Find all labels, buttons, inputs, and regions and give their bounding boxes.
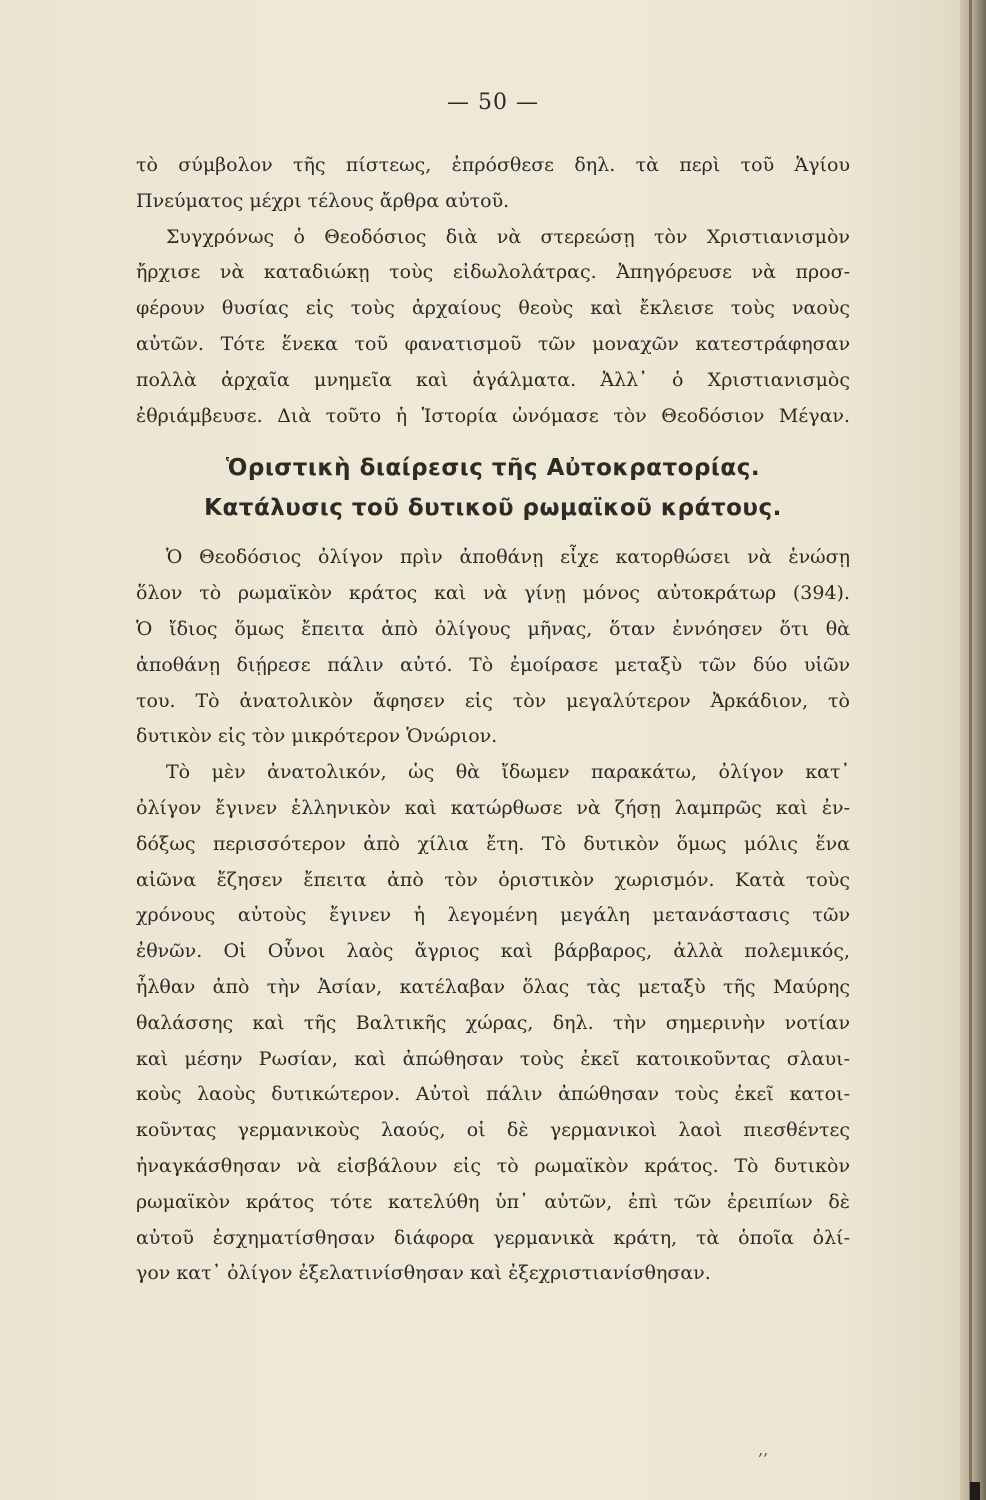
text-line: κοὺς λαοὺς δυτικώτερον. Αὐτοὶ πάλιν ἀπώθησαν τοὺς ἐκεῖ κατοι- [136, 1083, 850, 1106]
text-line: γον κατ᾿ ὀλίγον ἐξελατινίσθησαν καὶ ἐξεχριστιανίσθησαν. [136, 1262, 711, 1285]
page-number: — 50 — [447, 90, 539, 115]
text-line: ρωμαϊκὸν κράτος τότε κατελύθη ὑπ᾿ αὐτῶν, ἐπὶ τῶν ἐρειπίων δὲ [136, 1190, 850, 1213]
text-line: καὶ μέσην Ρωσίαν, καὶ ἀπώθησαν τοὺς ἐκεῖ κατοικοῦντας σλαυι- [136, 1047, 850, 1070]
text-line: πολλὰ ἀρχαῖα μνημεῖα καὶ ἀγάλματα. Ἀλλ᾿ ὁ Χριστιανισμὸς [136, 368, 850, 391]
text-line: ἐθριάμβευσε. Διὰ τοῦτο ἡ Ἱστορία ὠνόμασε τὸν Θεοδόσιον Μέγαν. [136, 404, 850, 427]
body-text [136, 148, 850, 1292]
book-spine-shadow [960, 0, 986, 1500]
stray-ink-mark: ‚‚ [758, 1440, 769, 1459]
text-line: δόξως περισσότερον ἀπὸ χίλια ἔτη. Τὸ δυτικὸν ὅμως μόλις ἕνα [136, 832, 850, 855]
text-line: ὅλον τὸ ρωμαϊκὸν κράτος καὶ νὰ γίνῃ μόνος αὐτοκράτωρ (394). [136, 582, 850, 605]
text-line: δυτικὸν εἰς τὸν μικρότερον Ὁνώριον. [136, 725, 498, 748]
text-line: φέρουν θυσίας εἰς τοὺς ἀρχαίους θεοὺς καὶ ἔκλεισε τοὺς ναοὺς [136, 297, 850, 320]
text-line: Ὁ Θεοδόσιος ὀλίγον πρὶν ἀποθάνῃ εἶχε κατορθώσει νὰ ἑνώσῃ [166, 546, 850, 569]
section-heading-line1: Ὁριστικὴ διαίρεσις τῆς Αὐτοκρατορίας. [225, 455, 761, 482]
section-heading-line2: Κατάλυσις τοῦ δυτικοῦ ρωμαϊκοῦ κράτους. [204, 495, 782, 522]
text-line: αὐτοῦ ἐσχηματίσθησαν διάφορα γερμανικὰ κράτη, τὰ ὁποῖα ὀλί- [136, 1226, 850, 1249]
text-line: θαλάσσης καὶ τῆς Βαλτικῆς χώρας, δηλ. τὴν σημερινὴν νοτίαν [136, 1011, 850, 1034]
text-line: ἦλθαν ἀπὸ τὴν Ἀσίαν, κατέλαβαν ὅλας τὰς μεταξὺ τῆς Μαύρης [136, 975, 850, 998]
text-line: αὐτῶν. Τότε ἕνεκα τοῦ φανατισμοῦ τῶν μοναχῶν κατεστράφησαν [136, 332, 850, 355]
text-line: Συγχρόνως ὁ Θεοδόσιος διὰ νὰ στερεώσῃ τὸν Χριστιανισμὸν [166, 225, 850, 248]
spine-corner-mark [970, 1482, 980, 1500]
text-line: Πνεύματος μέχρι τέλους ἄρθρα αὐτοῦ. [136, 189, 510, 212]
text-line: κοῦντας γερμανικοὺς λαούς, οἱ δὲ γερμανικοὶ λαοὶ πιεσθέντες [136, 1119, 850, 1142]
text-line: Ὁ ἴδιος ὅμως ἔπειτα ἀπὸ ὀλίγους μῆνας, ὅταν ἐννόησεν ὅτι θὰ [136, 617, 850, 640]
text-line: αἰῶνα ἔζησεν ἔπειτα ἀπὸ τὸν ὁριστικὸν χωρισμόν. Κατὰ τοὺς [136, 868, 850, 891]
text-line: χρόνους αὐτοὺς ἔγινεν ἡ λεγομένη μεγάλη μετανάστασις τῶν [136, 904, 850, 927]
text-line: ἀποθάνῃ διῄρεσε πάλιν αὐτό. Τὸ ἐμοίρασε μεταξὺ τῶν δύο υἱῶν [136, 653, 850, 676]
text-line: ἤρχισε νὰ καταδιώκῃ τοὺς εἰδωλολάτρας. Ἀπηγόρευσε νὰ προσ- [136, 261, 850, 284]
text-line: ἐθνῶν. Οἱ Οὗνοι λαὸς ἄγριος καὶ βάρβαρος, ἀλλὰ πολεμικός, [136, 940, 850, 963]
text-line: ὀλίγον ἔγινεν ἑλληνικὸν καὶ κατώρθωσε νὰ ζήσῃ λαμπρῶς καὶ ἐν- [136, 796, 850, 819]
text-line: τὸ σύμβολον τῆς πίστεως, ἐπρόσθεσε δηλ. τὰ περὶ τοῦ Ἁγίου [136, 154, 850, 176]
text-line: του. Τὸ ἀνατολικὸν ἄφησεν εἰς τὸν μεγαλύτερον Ἀρκάδιον, τὸ [136, 689, 850, 712]
spine-edge-line [969, 0, 972, 1500]
text-line: Τὸ μὲν ἀνατολικόν, ὡς θὰ ἴδωμεν παρακάτω, ὀλίγον κατ᾿ [166, 761, 850, 784]
text-line: ἠναγκάσθησαν νὰ εἰσβάλουν εἰς τὸ ρωμαϊκὸν κράτος. Τὸ δυτικὸν [136, 1154, 850, 1177]
